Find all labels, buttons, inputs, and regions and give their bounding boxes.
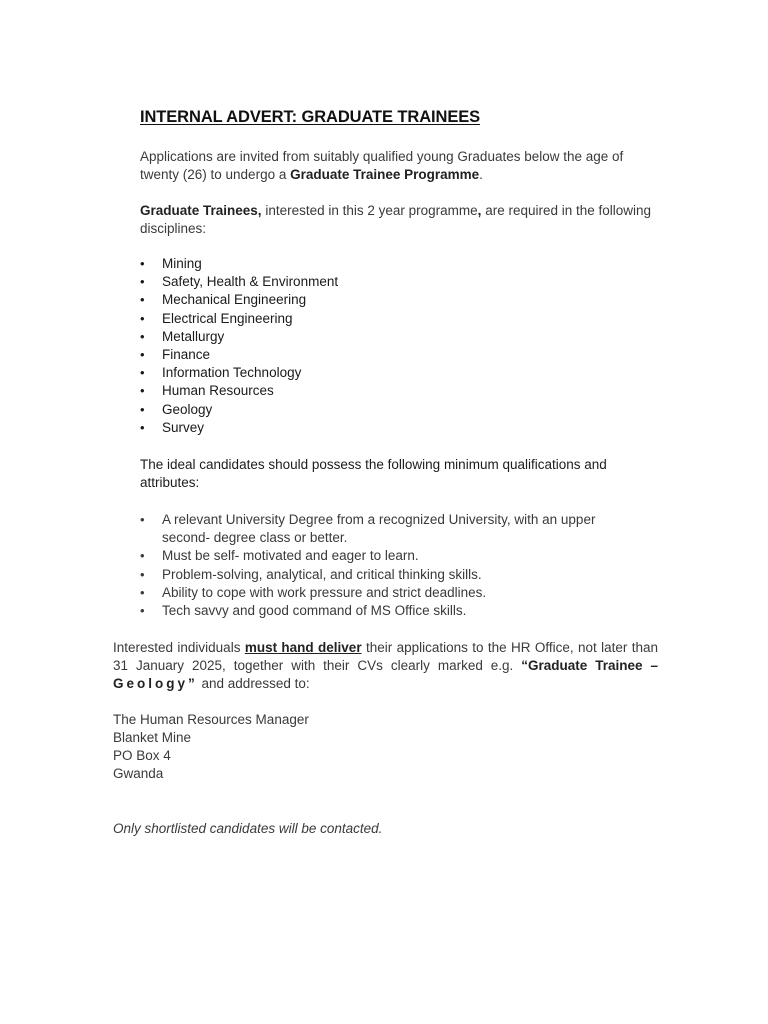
disciplines-intro-text-end: are required in the following disciplines: xyxy=(140,203,652,236)
qualifications-intro: The ideal candidates should possess the following minimum qualifications and attributes: xyxy=(140,457,607,490)
address-line: PO Box 4 xyxy=(113,748,171,763)
bullet-icon: • xyxy=(140,383,145,399)
list-item-text: Mining xyxy=(162,256,202,271)
bullet-icon: • xyxy=(140,365,145,381)
cv-marking-discipline: Geology” xyxy=(113,676,198,691)
list-item-text: A relevant University Degree from a recognized University, with an upper second- degree class or better. xyxy=(162,512,596,546)
list-item xyxy=(140,310,660,328)
list-item xyxy=(140,602,640,620)
bullet-icon: • xyxy=(140,419,145,435)
list-item xyxy=(140,419,660,437)
list-item xyxy=(140,547,640,565)
list-item-text: Problem-solving, analytical, and critical thinking skills. xyxy=(162,566,482,582)
list-item-text: Finance xyxy=(162,347,211,363)
list-item xyxy=(140,401,660,419)
instructions-text-end: and addressed to: xyxy=(197,676,310,691)
bullet-icon: • xyxy=(140,512,145,527)
list-item-text: Ability to cope with work pressure and strict deadlines. xyxy=(162,584,487,600)
bullet-icon: • xyxy=(140,310,145,326)
list-item xyxy=(140,382,660,400)
disciplines-intro xyxy=(140,202,660,238)
list-item xyxy=(140,346,660,364)
list-item xyxy=(140,273,660,291)
list-item-text: Tech savvy and good command of MS Office skills. xyxy=(162,603,467,619)
intro-end: . xyxy=(479,167,483,182)
instructions-text: Interested individuals xyxy=(113,640,245,655)
bullet-icon: • xyxy=(140,292,145,308)
cv-marking-example: “Graduate Trainee – xyxy=(521,658,659,673)
disciplines-list-wrapper xyxy=(140,255,660,437)
list-item-text: Safety, Health & Environment xyxy=(162,274,339,290)
list-item xyxy=(140,364,660,382)
list-item-text: Survey xyxy=(162,419,205,435)
disciplines-list xyxy=(140,255,660,437)
address-line: Gwanda xyxy=(113,766,164,781)
address-line: Blanket Mine xyxy=(113,730,192,745)
bullet-icon: • xyxy=(140,548,145,564)
address-line: The Human Resources Manager xyxy=(113,712,309,727)
instructions-paragraph xyxy=(113,639,658,693)
programme-name: Graduate Trainee Programme xyxy=(290,167,480,182)
bullet-icon: • xyxy=(140,274,145,290)
qualifications-list xyxy=(140,511,640,620)
list-item-text: Geology xyxy=(162,401,213,417)
bullet-icon: • xyxy=(140,328,145,344)
address-block xyxy=(113,711,513,783)
list-item xyxy=(140,255,660,273)
list-item xyxy=(140,328,660,346)
list-item-text: Metallurgy xyxy=(162,328,225,344)
list-item xyxy=(140,566,640,584)
instructions-text-mid: their applications to the HR Office, not later than 31 January 2025, together with their CVs clearly marked e.g. xyxy=(113,640,659,673)
list-item-text: Must be self- motivated and eager to learn. xyxy=(162,548,419,564)
intro-text: Applications are invited from suitably qualified young Graduates below the age of twenty (26) to undergo a xyxy=(140,149,624,182)
list-item xyxy=(140,291,660,309)
graduate-trainees-label: Graduate Trainees, xyxy=(140,203,262,218)
bullet-icon: • xyxy=(140,347,145,363)
list-item-text: Mechanical Engineering xyxy=(162,292,307,308)
qualifications-list-wrapper xyxy=(140,511,640,620)
list-item-text: Human Resources xyxy=(162,383,274,399)
list-item-text: Information Technology xyxy=(162,365,302,381)
advert-title: INTERNAL ADVERT: GRADUATE TRAINEES xyxy=(140,108,481,126)
intro-paragraph xyxy=(140,148,660,184)
disciplines-intro-comma: , xyxy=(477,203,482,218)
must-hand-deliver-emphasis: must hand deliver xyxy=(244,640,362,655)
list-item xyxy=(140,584,640,602)
list-item-text: Electrical Engineering xyxy=(162,310,293,326)
bullet-icon: • xyxy=(140,603,145,619)
footer-note: Only shortlisted candidates will be contacted. xyxy=(113,821,383,836)
disciplines-intro-text: interested in this 2 year programme xyxy=(261,203,478,218)
bullet-icon: • xyxy=(140,584,145,600)
bullet-icon: • xyxy=(140,566,145,582)
bullet-icon: • xyxy=(140,401,145,417)
list-item xyxy=(140,511,640,547)
bullet-icon: • xyxy=(140,256,145,271)
